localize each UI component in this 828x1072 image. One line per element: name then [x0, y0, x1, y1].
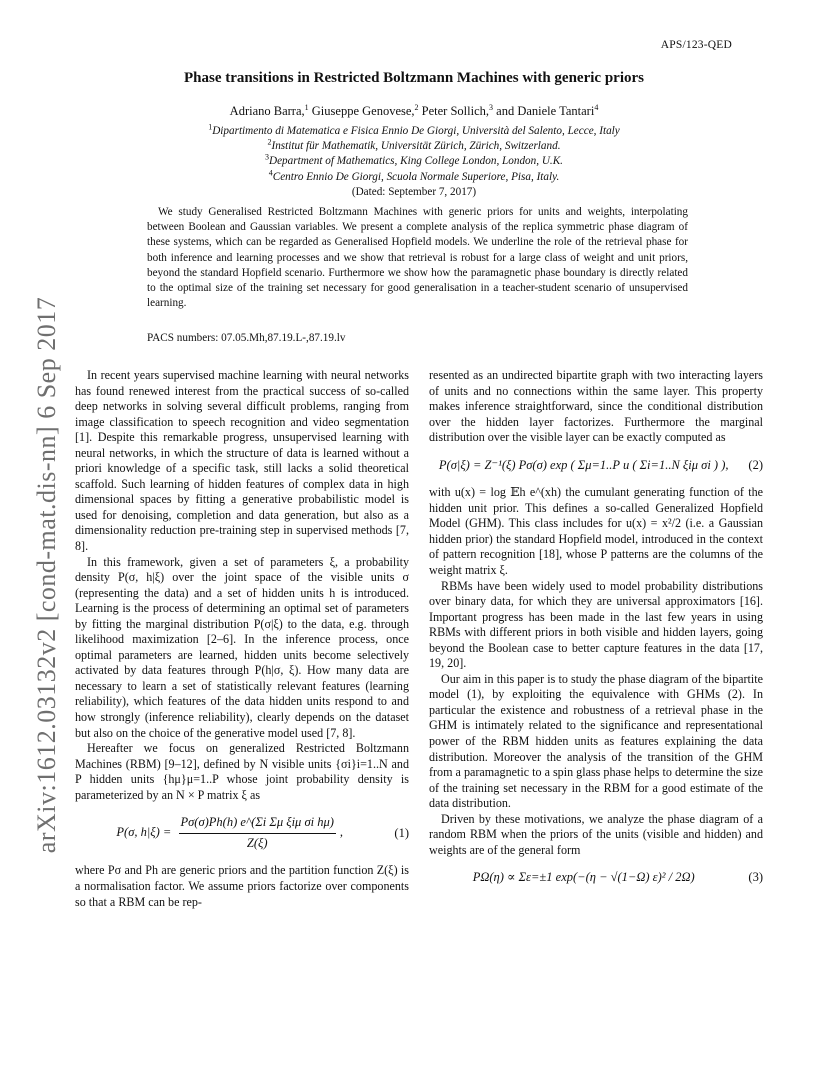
- paragraph: with u(x) = log 𝔼h e^(xh) the cumulant generating function of the hidden unit prior. This defines a so-called Generalized Hopfield Model (GHM). This class includes for u(x) = x²/2 (i.e. a Gaussian hidden prior) the standard Hopfield model, introduced in the context of pattern recognition [18], whose P patterns are the columns of the weight matrix ξ.: [429, 485, 763, 578]
- author-mark: 4: [594, 102, 599, 112]
- equation-lhs: P(σ, h|ξ) =: [116, 825, 172, 840]
- paragraph: In this framework, given a set of parameters ξ, a probability density P(σ, h|ξ) over the joint space of the visible units σ (representing the data) and a set of hidden units h is introduced. Learning is the process of determining an optimal set of parameters by fitting the marginal distribution P(σ|ξ) to the data, e.g. through likelihood maximization [2–6]. In the inference process, once optimal parameters are learned, hidden units become selectively activated by data features through P(h|σ, ξ). How many data are necessary to learn a set of statistically relevant features (learning reliability), which features of the data hidden units respond to and how strongly (inference reliability), clearly depends on the dataset but also on the choice of the generative model used [7, 8].: [75, 554, 409, 740]
- arxiv-id: arXiv:1612.03132v2 [cond-mat.dis-nn] 6 Sep 2017: [32, 296, 61, 854]
- author-name: Giuseppe Genovese,: [308, 104, 415, 118]
- equation-body: P(σ|ξ) = Z⁻¹(ξ) Pσ(σ) exp ( Σμ=1..P u ( Σi=1..N ξiμ σi ) ),: [438, 457, 729, 472]
- paper-title: Phase transitions in Restricted Boltzmann Machines with generic priors: [184, 70, 644, 86]
- equation-1: [75, 815, 409, 851]
- affiliation-text: Centro Ennio De Giorgi, Scuola Normale Superiore, Pisa, Italy.: [272, 170, 560, 183]
- author-name: Peter Sollich,: [418, 104, 490, 118]
- affiliation-text: Department of Mathematics, King College London, London, U.K.: [269, 155, 563, 168]
- equation-body: PΩ(η) ∝ Σε=±1 exp(−(η − √(1−Ω) ε)² / 2Ω): [472, 870, 695, 885]
- left-column: [75, 368, 409, 910]
- affiliations: [0, 124, 828, 200]
- affiliation: [0, 167, 828, 185]
- author-mark: 1: [304, 102, 309, 112]
- abstract: [147, 205, 688, 311]
- equation-number: (3): [748, 870, 763, 885]
- affiliation-mark: 2: [267, 137, 272, 147]
- paragraph: In recent years supervised machine learning with neural networks has found renewed interest from the practical success of so-called deep networks in solving several difficult problems, ranging from image classification to speech recognition and video segmentation [1]. Despite this remarkable progress, unsupervised learning with neural networks, in which the structure of data is learned without a priori knowledge of a specific task, still lacks a solid theoretical scaffold. Such learning of hidden features of complex data in high dimensional spaces by fitting a generative probabilistic model is used for denoising, completion and data generation, but also as a dimensionality reduction pre-training step in supervised methods [7, 8].: [75, 368, 409, 554]
- affiliation: [0, 124, 828, 139]
- equation-body: P(σ, h|ξ) = $\frac{\text{Pσ(σ)Ph(h) e\textasciicircum{}(Σi Σμ ξiμ σi hμ)}}{Z(\xi)}$ ,: [116, 815, 344, 850]
- affiliation-mark: 3: [265, 152, 269, 162]
- paragraph: Driven by these motivations, we analyze the phase diagram of a random RBM when the priors of the units (visible and hidden) and weights are of the general form: [429, 811, 763, 857]
- equation-fraction: [179, 815, 336, 851]
- affiliation-text: Dipartimento di Matematica e Fisica Ennio De Giorgi, Università del Salento, Lecce, Italy: [212, 125, 620, 137]
- abstract-text: We study Generalised Restricted Boltzmann Machines with generic priors for units and weights, interpolating between Boolean and Gaussian variables. We present a complete analysis of the replica symmetric phase diagram of these systems, which can be regarded as Generalised Hopfield models. We underline the role of the retrieval phase for both inference and learning processes and we show that retrieval is robust for a large class of weight and unit priors, beyond the standard Hopfield scenario. Furthermore we show how the paramagnetic phase boundary is directly related to the optimal size of the training set necessary for good generalisation in a teacher-student scenario of unsupervised learning.: [147, 206, 688, 310]
- journal-tag: APS/123-QED: [660, 39, 732, 51]
- affiliation-text: Institut für Mathematik, Universität Zürich, Zürich, Switzerland.: [271, 140, 561, 153]
- affiliation-mark: 1: [208, 122, 213, 132]
- equation-number: (1): [394, 825, 409, 840]
- date-line: (Dated: September 7, 2017): [351, 185, 477, 198]
- paragraph: where Pσ and Ph are generic priors and the partition function Z(ξ) is a normalisation factor. We assume priors factorize over components so that a RBM can be rep-: [75, 863, 409, 909]
- author-name: and Daniele Tantari: [493, 104, 595, 118]
- pacs-numbers: PACS numbers: 07.05.Mh,87.19.L-,87.19.lv: [147, 332, 346, 344]
- author-name: Adriano Barra,: [229, 104, 305, 118]
- paragraph: Our aim in this paper is to study the phase diagram of the bipartite model (1), by exploiting the equivalence with GHMs (2). In particular the existence and robustness of a retrieval phase in the GHM is intimately related to the significance and representational power of the RBM hidden units as features explaining the data distribution. Moreover the analysis of the transition of the GHM from a paramagnetic to a spin glass phase helps to determine the size of the training set necessary in the RBM for a good estimate of the data distribution.: [429, 671, 763, 811]
- equation-denominator: Z(ξ): [246, 835, 268, 850]
- right-column: [429, 368, 763, 898]
- equation-number: (2): [748, 457, 763, 472]
- affiliation-mark: 4: [268, 167, 273, 177]
- paragraph: Hereafter we focus on generalized Restricted Boltzmann Machines (RBM) [9–12], defined by N visible units {σi}i=1..N and P hidden units {hμ}μ=1..P whose joint probability density is parameterized by an N × P matrix ξ as: [75, 741, 409, 802]
- paragraph: resented as an undirected bipartite graph with two interacting layers of units and no connections within the same layer. This property makes inference straightforward, since the conditional distribution over the hidden layer factorizes. Furthermore the marginal distribution over the visible layer can be exactly computed as: [429, 368, 763, 445]
- author-mark: 3: [489, 102, 494, 112]
- author-list: [0, 104, 828, 119]
- equation-2: [429, 458, 763, 474]
- affiliation: [0, 139, 828, 154]
- affiliation: [0, 154, 828, 169]
- author-mark: 2: [414, 102, 419, 112]
- paragraph: RBMs have been widely used to model probability distributions over binary data, for which they are universal approximators [16]. Important progress has been made in the last few years in using RBMs with different priors in both visible and hidden layers, going beyond the Boolean case to better capture features in the data [17, 19, 20].: [429, 578, 763, 671]
- equation-3: [429, 870, 763, 886]
- equation-numerator: Pσ(σ)Ph(h) e^(Σi Σμ ξiμ σi hμ): [179, 815, 336, 834]
